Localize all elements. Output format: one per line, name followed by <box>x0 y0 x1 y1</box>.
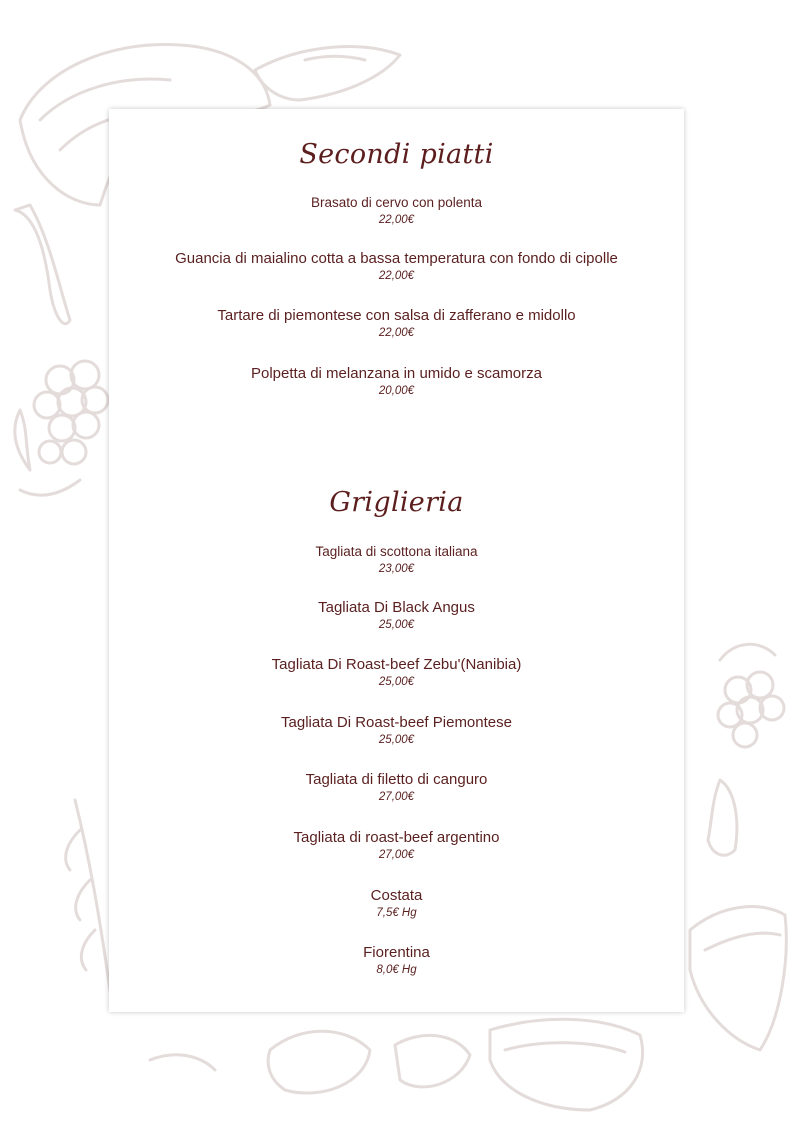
item-price: 25,00€ <box>378 619 415 631</box>
section-title-secondi: Secondi piatti <box>299 139 494 170</box>
item-name: Tagliata Di Roast-beef Zebu'(Nanibia) <box>271 656 522 673</box>
item-price: 23,00€ <box>378 563 415 575</box>
menu-item <box>109 828 684 863</box>
item-name: Fiorentina <box>363 944 430 961</box>
menu-item <box>109 193 684 228</box>
item-price: 27,00€ <box>378 791 415 803</box>
menu-item <box>109 306 684 341</box>
menu-item <box>109 655 684 690</box>
item-price: 22,00€ <box>378 327 415 339</box>
item-price: 8,0€ Hg <box>376 964 417 976</box>
item-name: Tagliata di roast-beef argentino <box>293 829 500 846</box>
item-name: Tagliata Di Black Angus <box>318 599 475 616</box>
menu-item <box>109 886 684 921</box>
menu-item <box>109 249 684 284</box>
item-name: Tagliata Di Roast-beef Piemontese <box>281 714 512 731</box>
menu-item <box>109 713 684 748</box>
menu-item <box>109 598 684 633</box>
item-price: 7,5€ Hg <box>376 907 417 919</box>
item-price: 25,00€ <box>378 676 415 688</box>
item-name: Brasato di cervo con polenta <box>310 195 483 210</box>
section-title-griglieria: Griglieria <box>329 487 464 518</box>
menu-item <box>109 943 684 978</box>
item-price: 22,00€ <box>378 270 415 282</box>
item-price: 25,00€ <box>378 734 415 746</box>
item-name: Costata <box>370 887 423 904</box>
item-name: Polpetta di melanzana in umido e scamorza <box>251 365 542 382</box>
menu-card <box>109 109 684 1012</box>
item-name: Tartare di piemontese con salsa di zafferano e midollo <box>217 307 576 324</box>
item-price: 27,00€ <box>378 849 415 861</box>
item-name: Tagliata di filetto di canguro <box>305 771 488 788</box>
item-name: Tagliata di scottona italiana <box>315 544 478 559</box>
item-price: 22,00€ <box>378 214 415 226</box>
menu-item <box>109 364 684 399</box>
menu-item <box>109 542 684 577</box>
menu-item <box>109 770 684 805</box>
item-name: Guancia di maialino cotta a bassa temperatura con fondo di cipolle <box>175 250 618 267</box>
item-price: 20,00€ <box>378 385 415 397</box>
